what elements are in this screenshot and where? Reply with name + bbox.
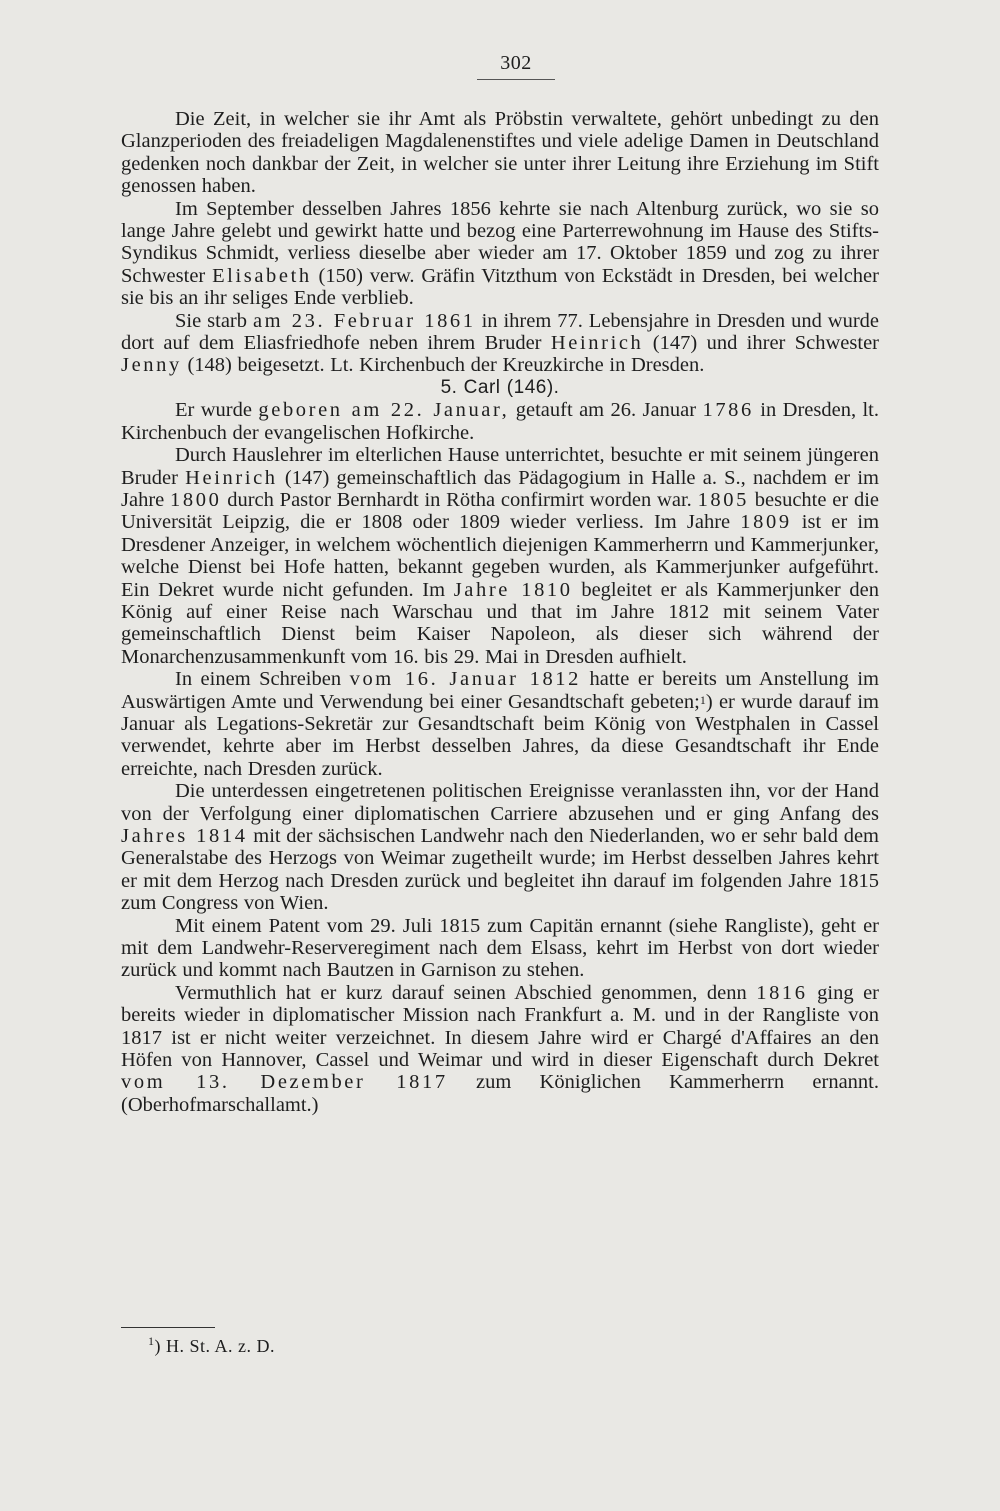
spaced-text: Elisabeth [212,264,312,287]
paragraph [121,444,879,668]
paragraph [121,915,879,982]
spaced-text: vom 13. Dezember 1817 [121,1071,448,1094]
footnote-rule [121,1327,215,1328]
text-run: Sie starb [175,309,253,332]
text-run: Die Zeit, in welcher sie ihr Amt als Pröbstin verwaltete, gehört unbedingt zu den Glanzperioden des freiadeligen Magdalenenstiftes und viele adelige Damen in Deutschland gedenken noch dankbar der Zeit, in welcher sie unter ihrer Leitung ihre Erziehung im Stift genossen haben. [121,108,879,198]
spaced-text: Jahre 1810 [453,578,573,601]
spaced-text: 1805 [697,488,749,511]
text-run: Durch Hauslehrer im elterlichen Hause unterrichtet, besuchte er mit seinem jüngeren Bruder [121,444,879,489]
spaced-text: Jenny [121,354,182,377]
footnote-reference: 1 [699,692,706,707]
text-run: in ihrem 77. Lebensjahre in Dresden und wurde dort auf dem Eliasfriedhofe neben ihrem Bruder [121,309,879,355]
spaced-text: vom 16. Januar 1812 [349,668,582,691]
spaced-text: Jahres 1814 [121,825,248,847]
text-run: Vermuthlich hat er kurz darauf seinen Abschied genommen, denn [175,981,757,1004]
paragraph [121,982,879,1116]
spaced-text: 1800 [170,488,222,511]
text-run: besuchte er die Universität Leipzig, die er 1808 oder 1809 wieder verliess. Im Jahre [121,488,879,534]
text-run: (147) gemeinschaftlich das Pädagogium in Halle a. S., nachdem er im Jahre [121,466,879,511]
text-run: getauft am 26. Januar [509,399,703,422]
page-number: 302 [477,52,555,80]
text-run: Die unterdessen eingetretenen politischen Ereignisse veranlassten ihn, vor der Hand von der Verfolgung einer diplomatischen Carriere abzusehen und er ging Anfang des [121,780,879,825]
text-run: (147) und ihrer Schwester [643,332,880,355]
text-run: ist er im Dresdener Anzeiger, in welchem wöchentlich diejenigen Kammerherrn und Kammerjunker, welche Dienst bei Hofe hatten, bekannt gegeben wurden, als Kammerjunker aufgeführt. Ein Dekret wurde nicht gefunden. Im [121,511,880,601]
spaced-text: geboren am 22. Januar, [258,399,510,422]
body-text [121,108,879,1116]
paragraph [121,198,879,310]
text-run: (148) beigesetzt. Lt. Kirchenbuch der Kreuzkirche in Dresden. [181,354,705,377]
text-run: Er wurde [175,399,259,422]
text-run: Mit einem Patent vom 29. Juli 1815 zum Capitän ernannt (siehe Rangliste), geht er mit dem Landwehr-Reserveregiment nach dem Elsass, kehrt im Herbst von dort wieder zurück und kommt nach Bautzen in Garnison zu stehen. [121,914,879,982]
spaced-text: Heinrich [185,466,278,489]
paragraph [121,780,879,914]
text-run: hatte er bereits um Anstellung im Auswärtigen Amte und Verwendung bei einer Gesandtschaft gebeten; [121,668,879,713]
paragraph [121,310,879,377]
text-run: mit der sächsischen Landwehr nach den Niederlanden, wo er sehr bald dem Generalstabe des Herzogs von Weimar zugetheilt wurde; im Herbst desselben Jahres kehrt er mit dem Herzog nach Dresden zurück und begleitet ihn darauf im folgenden Jahre 1815 zum Congress von Wien. [121,825,879,915]
spaced-text: 1786 [702,399,754,422]
text-run: zum Königlichen Kammerherrn ernannt. (Oberhofmarschallamt.) [121,1071,879,1116]
text-run: ) er wurde darauf im Januar als Legations-Sekretär zur Gesandtschaft beim König von Westphalen in Cassel verwendet, kehrte aber im Herbst desselben Jahres, da diese Gesandtschaft ihr Ende erreichte, nach Dresden zurück. [121,690,879,780]
spaced-text: am 23. Februar 1861 [252,309,476,332]
text-run: ging er bereits wieder in diplomatischer Mission nach Frankfurt a. M. und in der Rangliste von 1817 ist er nicht weiter verzeichnet. In diesem Jahre wird er Chargé d'Affaires an den Höfen von Hannover, Cassel und Weimar und wird in dieser Eigenschaft durch Dekret [121,981,879,1072]
text-run: in Dresden, lt. Kirchenbuch der evangelischen Hofkirche. [121,399,879,444]
spaced-text: Heinrich [550,332,644,355]
paragraph [121,108,879,198]
paragraph [121,399,879,444]
footnote-text: ) H. St. A. z. D. [154,1336,275,1356]
footnote [148,1336,275,1357]
paragraph [121,668,879,780]
text-run: begleitet er als Kammerjunker den König auf einer Reise nach Warschau und that im Jahre 1812 mit seinem Vater gemeinschaftlich Dienst beim Kaiser Napoleon, als dieser sich während der Monarchenzusammenkunft vom 16. bis 29. Mai in Dresden aufhielt. [121,578,879,668]
spaced-text: 1816 [756,981,808,1004]
section-heading: 5. Carl (146). [440,376,560,398]
text-run: Im September desselben Jahres 1856 kehrte sie nach Altenburg zurück, wo sie so lange Jahre gelebt und gewirkt hatte und bezog eine Parterrewohnung im Hause des Stifts-Syndikus Schmidt, verliess dieselbe aber wieder am 17. Oktober 1859 und zog zu ihrer Schwester [121,197,879,287]
footnote-marker: 1 [148,1334,155,1348]
text-run: durch Pastor Bernhardt in Rötha confirmirt worden war. [221,488,698,511]
spaced-text: 1809 [740,511,792,534]
text-run: (150) verw. Gräfin Vitzthum von Eckstädt in Dresden, bei welcher sie bis an ihr seliges Ende verblieb. [121,264,879,310]
text-run: In einem Schreiben [175,668,350,691]
